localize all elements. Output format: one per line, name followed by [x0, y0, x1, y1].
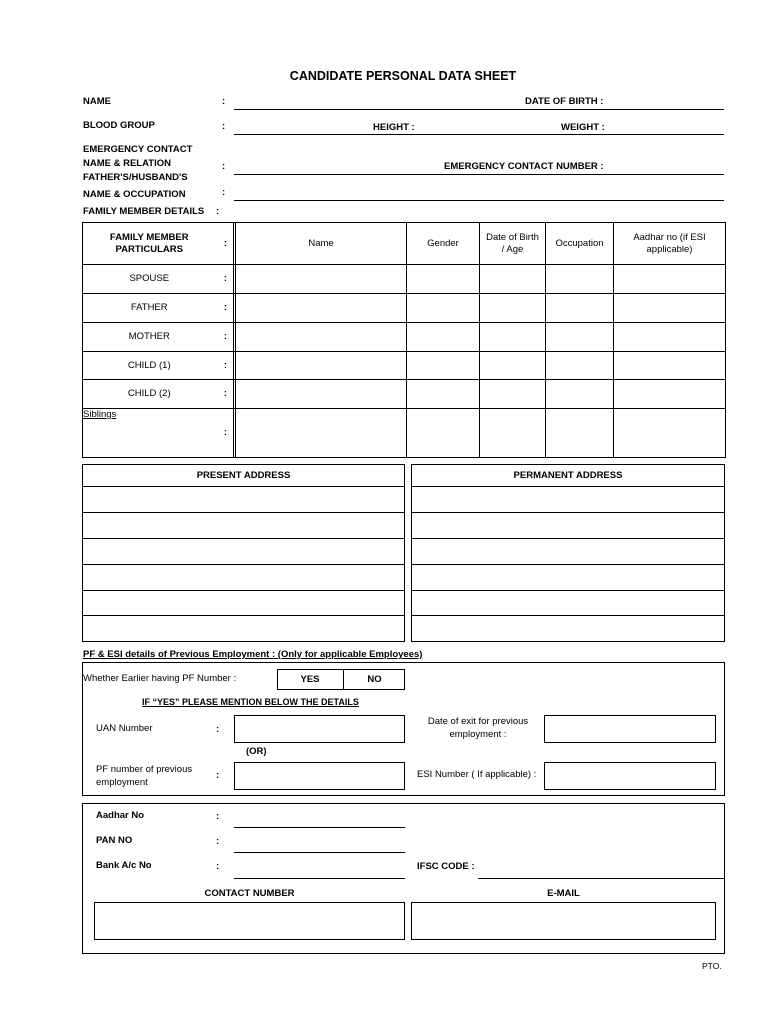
present-address-line[interactable] [83, 591, 405, 616]
ifsc-label: IFSC CODE : [417, 861, 475, 872]
gender-cell[interactable] [407, 409, 480, 458]
permanent-address-line[interactable] [412, 616, 725, 642]
present-address-line[interactable] [83, 616, 405, 642]
esi-label: ESI Number ( If applicable) : [417, 769, 537, 780]
pf-yes-label: YES [300, 674, 320, 685]
or-label: (OR) [246, 746, 267, 757]
contact-number-input[interactable] [94, 902, 405, 940]
occupation-cell[interactable] [546, 323, 614, 352]
permanent-address-line[interactable] [412, 565, 725, 591]
pf-question-label: Whether Earlier having PF Number : [83, 673, 237, 684]
name-label: NAME [83, 96, 111, 107]
blood-height-weight-input-line[interactable] [234, 134, 724, 135]
row-colon: : [216, 265, 234, 294]
permanent-address-table [411, 464, 725, 642]
dob-cell[interactable] [480, 294, 546, 323]
dob-cell[interactable] [480, 323, 546, 352]
dob-label: DATE OF BIRTH : [525, 96, 604, 107]
gender-cell[interactable] [407, 265, 480, 294]
header-name: Name [236, 223, 407, 265]
table-row [83, 352, 726, 380]
gender-cell[interactable] [407, 294, 480, 323]
present-address-line[interactable] [83, 565, 405, 591]
present-address-line[interactable] [83, 513, 405, 539]
aadhar-cell[interactable] [614, 265, 726, 294]
bank-account-input-line[interactable] [234, 878, 405, 879]
name-cell[interactable] [236, 294, 407, 323]
siblings-label: Siblings [83, 409, 117, 420]
name-cell[interactable] [236, 380, 407, 409]
occupation-cell[interactable] [546, 265, 614, 294]
row-label-mother: MOTHER [83, 323, 216, 352]
pf-esi-section-title: PF & ESI details of Previous Employment : (Only for applicable Employees) [83, 649, 423, 660]
name-cell[interactable] [236, 323, 407, 352]
permanent-address-line[interactable] [412, 539, 725, 565]
emergency-relation-label: NAME & RELATION [83, 158, 171, 169]
siblings-cell [83, 409, 216, 458]
aadhar-cell[interactable] [614, 409, 726, 458]
present-address-line[interactable] [83, 539, 405, 565]
present-address-header: PRESENT ADDRESS [83, 465, 405, 487]
gender-cell[interactable] [407, 380, 480, 409]
family-member-table [82, 222, 726, 458]
present-address-line[interactable] [83, 487, 405, 513]
header-gender: Gender [407, 223, 480, 265]
pf-number-label-2: employment [96, 777, 148, 788]
name-dob-input-line[interactable] [234, 109, 724, 110]
occupation-cell[interactable] [546, 409, 614, 458]
header-dob-age: Date of Birth / Age [480, 223, 546, 265]
aadhar-input-line[interactable] [234, 827, 405, 828]
pf-no-label: NO [367, 674, 382, 685]
exit-date-label-1: Date of exit for previous [427, 716, 529, 727]
emergency-contact-label: EMERGENCY CONTACT [83, 144, 193, 155]
weight-label: WEIGHT : [561, 122, 605, 133]
height-label: HEIGHT : [373, 122, 415, 133]
row-label-father: FATHER [83, 294, 216, 323]
name-cell[interactable] [236, 352, 407, 380]
uan-label: UAN Number [96, 723, 153, 734]
name-cell[interactable] [236, 409, 407, 458]
dob-cell[interactable] [480, 265, 546, 294]
pf-number-colon: : [216, 770, 220, 781]
aadhar-label: Aadhar No [96, 810, 145, 821]
dob-cell[interactable] [480, 409, 546, 458]
name-colon: : [222, 96, 226, 107]
pf-number-input[interactable] [234, 762, 405, 790]
table-row [83, 323, 726, 352]
occupation-cell[interactable] [546, 380, 614, 409]
pf-yes-option[interactable] [277, 669, 344, 690]
gender-cell[interactable] [407, 352, 480, 380]
row-colon: : [216, 352, 234, 380]
family-details-colon: : [216, 206, 220, 217]
emergency-input-line[interactable] [234, 174, 724, 175]
uan-input[interactable] [234, 715, 405, 743]
dob-cell[interactable] [480, 380, 546, 409]
bank-account-colon: : [216, 861, 220, 872]
aadhar-cell[interactable] [614, 323, 726, 352]
exit-date-input[interactable] [544, 715, 716, 743]
permanent-address-line[interactable] [412, 591, 725, 616]
pan-input-line[interactable] [234, 852, 405, 853]
family-table-header [83, 223, 726, 265]
pan-colon: : [216, 836, 220, 847]
father-husband-input-line[interactable] [234, 200, 724, 201]
bank-account-label: Bank A/c No [96, 860, 152, 871]
header-colon: : [216, 223, 234, 265]
email-input[interactable] [411, 902, 716, 940]
email-label: E-MAIL [547, 888, 580, 899]
row-label-child-2: CHILD (2) [83, 380, 216, 409]
header-particulars: FAMILY MEMBER PARTICULARS [83, 223, 216, 265]
exit-date-label-2: employment : [449, 729, 507, 740]
row-label-spouse: SPOUSE [83, 265, 216, 294]
occupation-cell[interactable] [546, 352, 614, 380]
row-colon: : [216, 380, 234, 409]
header-occupation: Occupation [546, 223, 614, 265]
ifsc-input-line[interactable] [478, 878, 724, 879]
pf-no-option[interactable] [344, 669, 405, 690]
father-husband-colon: : [222, 187, 226, 198]
gender-cell[interactable] [407, 323, 480, 352]
row-colon: : [216, 294, 234, 323]
table-row [83, 380, 726, 409]
blood-group-colon: : [222, 121, 226, 132]
pto-label: PTO. [702, 961, 722, 971]
permanent-address-line[interactable] [412, 513, 725, 539]
permanent-address-header: PERMANENT ADDRESS [412, 465, 725, 487]
father-husband-label: FATHER'S/HUSBAND'S [83, 172, 188, 183]
row-colon: : [216, 323, 234, 352]
contact-number-label: CONTACT NUMBER [204, 888, 295, 899]
table-row [83, 409, 726, 458]
permanent-address-line[interactable] [412, 487, 725, 513]
header-aadhar: Aadhar no (if ESI applicable) [614, 223, 726, 265]
blood-group-label: BLOOD GROUP [83, 120, 155, 131]
aadhar-colon: : [216, 811, 220, 822]
pf-number-label-1: PF number of previous [96, 764, 193, 775]
emergency-colon: : [222, 161, 226, 172]
family-details-label: FAMILY MEMBER DETAILS [83, 206, 205, 217]
esi-input[interactable] [544, 762, 716, 790]
table-row [83, 265, 726, 294]
aadhar-cell[interactable] [614, 380, 726, 409]
father-husband-occupation-label: NAME & OCCUPATION [83, 189, 186, 200]
present-address-table [82, 464, 405, 642]
dob-cell[interactable] [480, 352, 546, 380]
occupation-cell[interactable] [546, 294, 614, 323]
pan-label: PAN NO [96, 835, 133, 846]
page-title: CANDIDATE PERSONAL DATA SHEET [289, 69, 517, 83]
row-colon: : [216, 409, 234, 458]
table-row [83, 294, 726, 323]
row-label-child-1: CHILD (1) [83, 352, 216, 380]
aadhar-cell[interactable] [614, 294, 726, 323]
emergency-number-label: EMERGENCY CONTACT NUMBER : [444, 161, 604, 172]
uan-colon: : [216, 724, 220, 735]
aadhar-cell[interactable] [614, 352, 726, 380]
if-yes-note: IF “YES” PLEASE MENTION BELOW THE DETAILS [142, 697, 359, 707]
name-cell[interactable] [236, 265, 407, 294]
